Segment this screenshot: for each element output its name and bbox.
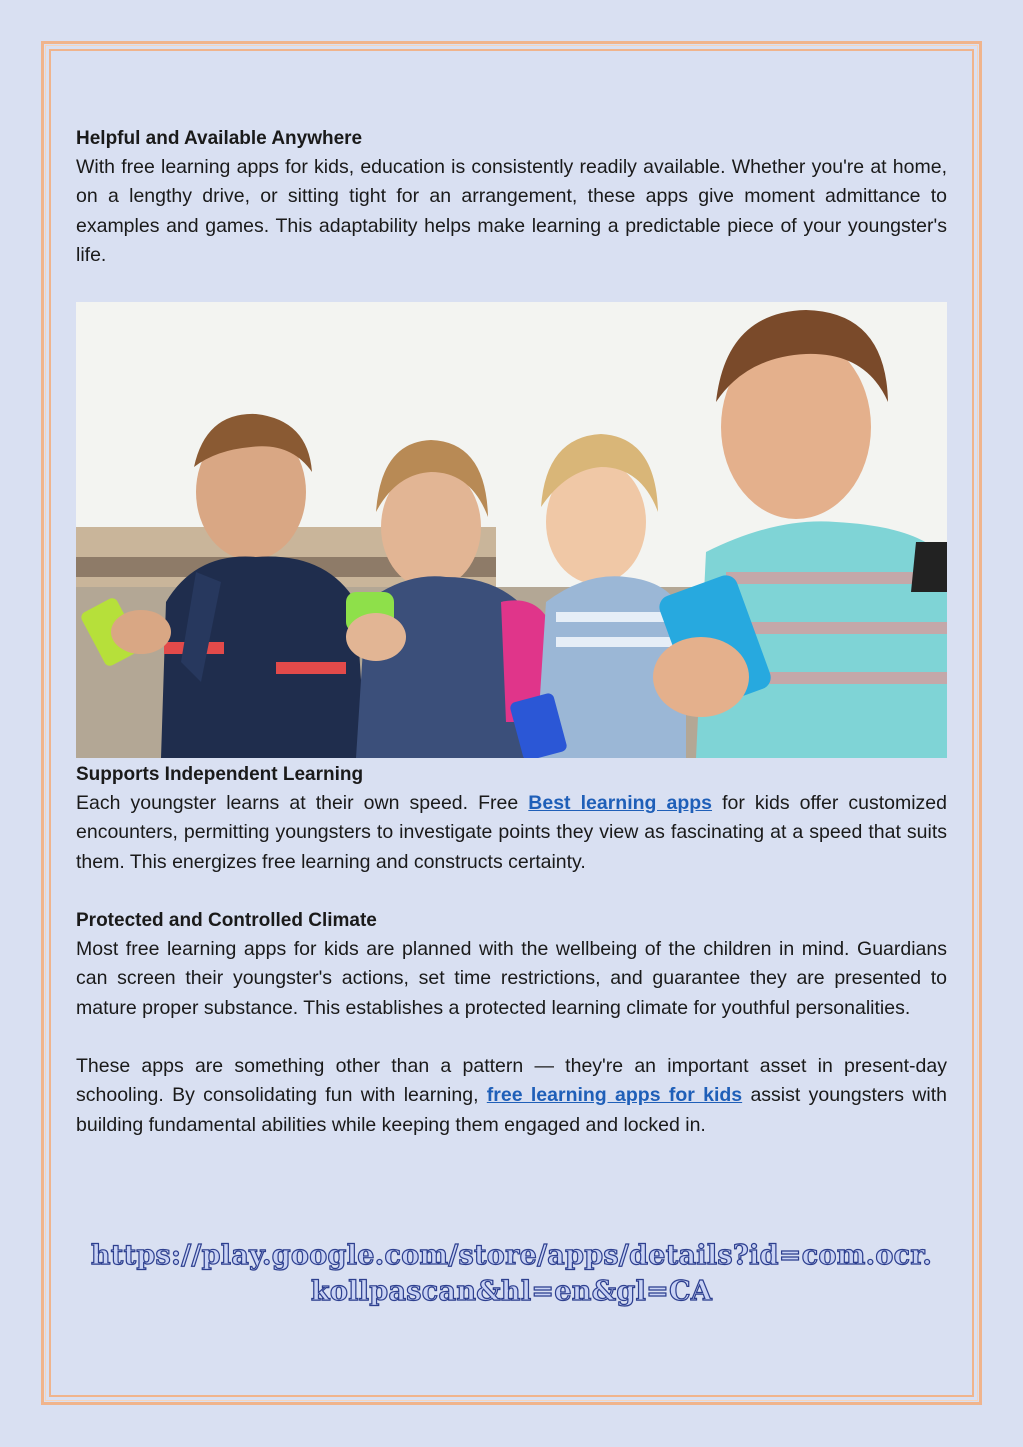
store-url-link[interactable] (76, 1238, 947, 1310)
section-heading-protected: Protected and Controlled Climate (76, 910, 377, 932)
section-body-independent (76, 789, 947, 877)
spacer (76, 1023, 947, 1052)
store-url-line-1: https://play.google.com/store/apps/details?id=com.ocr. (90, 1240, 933, 1271)
store-url-line-2: kollpascan&hl=en&gl=CA (310, 1276, 713, 1307)
independent-text-start: Each youngster learns at their own speed. Free (76, 792, 529, 815)
conclusion-text-end: assist youngsters with building fundamental abilities while keeping them engaged and locked in. (76, 1084, 947, 1136)
photo-illustration (76, 302, 947, 758)
document-body (76, 124, 947, 1140)
section-body-protected: Most free learning apps for kids are planned with the wellbeing of the children in mind. Guardians can screen their youngster's actions, set time restrictions, and guarantee they are presented to mature proper substance. This establishes a protected learning climate for youthful personalities. (76, 938, 947, 1019)
section-heading-helpful: Helpful and Available Anywhere (76, 128, 363, 149)
section-heading-independent: Supports Independent Learning (76, 764, 364, 786)
section-body-helpful: With free learning apps for kids, education is consistently readily available. Whether you're at home, on a lengthy drive, or sitting tight for an arrangement, these apps give moment admittance to examples and games. This adaptability helps make learning a predictable piece of your youngster's life. (76, 156, 947, 266)
best-learning-apps-link[interactable]: Best learning apps (528, 792, 713, 815)
kids-with-phones-photo (76, 302, 947, 758)
spacer (76, 877, 947, 906)
free-learning-apps-link[interactable]: free learning apps for kids (486, 1084, 743, 1107)
conclusion-text-start: These apps are something other than a pattern — they're an important asset in present-day schooling. By consolidating fun with learning, (76, 1054, 947, 1107)
independent-text-end: for kids offer customized encounters, permitting youngsters to investigate points they view as fascinating at a speed that suits them. This energizes free learning and constructs certainty. (76, 792, 947, 873)
section-body-conclusion (76, 1052, 947, 1140)
